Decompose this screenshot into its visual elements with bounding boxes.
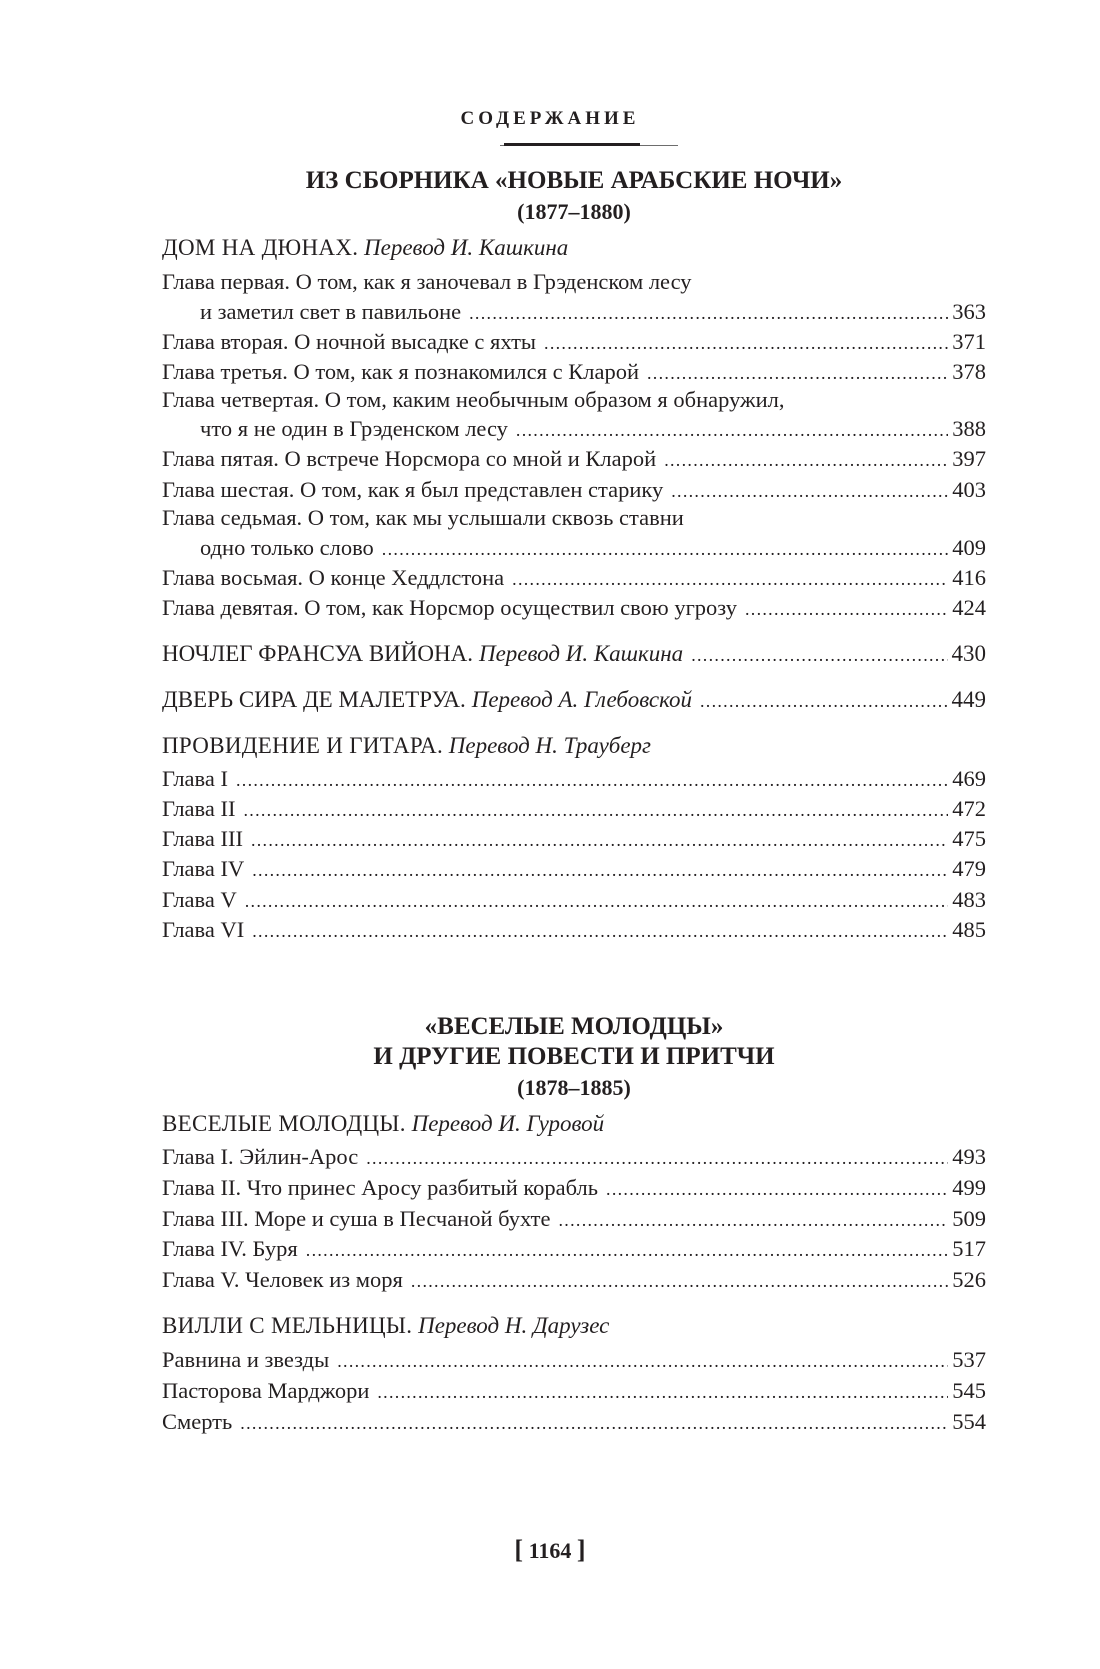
toc-entry-label: Глава III — [162, 826, 243, 851]
toc-page-number: 430 — [951, 641, 986, 666]
toc-page-number: 479 — [952, 856, 986, 881]
toc-page-number: 449 — [951, 687, 986, 712]
work-name: ВЕСЕЛЫЕ МОЛОДЦЫ. — [162, 1111, 406, 1136]
dot-leader — [544, 327, 948, 359]
toc-entry-label: Глава IV. Буря — [162, 1236, 298, 1261]
toc-page-number: 472 — [952, 796, 986, 821]
toc-page-number: 403 — [952, 477, 986, 502]
work-translator: Перевод И. Гуровой — [411, 1111, 605, 1136]
toc-page-number: 424 — [952, 595, 986, 620]
toc-entry-label: Глава девятая. О том, как Норсмор осуществил свою угрозу — [162, 595, 737, 620]
dot-leader — [411, 1265, 948, 1297]
toc-page-number: 409 — [952, 535, 986, 560]
toc-entry[interactable] — [162, 1233, 986, 1265]
work-translator: Перевод А. Глебовской — [471, 687, 692, 712]
toc-entry-label: Смерть — [162, 1409, 233, 1434]
running-head: СОДЕРЖАНИЕ — [460, 108, 640, 129]
toc-page-number: 493 — [952, 1144, 986, 1169]
work-translator: Перевод Н. Трауберг — [448, 733, 652, 758]
toc-entry-label: и заметил свет в павильоне — [200, 299, 462, 324]
toc-entry-line[interactable]: Глава четвертая. О том, каким необычным образом я обнаружил, — [162, 387, 785, 412]
dot-leader — [306, 1234, 948, 1266]
toc-entry[interactable] — [162, 562, 986, 594]
toc-entry[interactable] — [162, 884, 986, 916]
work-name: НОЧЛЕГ ФРАНСУА ВИЙОНА. — [162, 641, 473, 666]
toc-entry[interactable] — [162, 1344, 986, 1376]
part-title: ИЗ СБОРНИКА «НОВЫЕ АРАБСКИЕ НОЧИ» — [305, 167, 843, 194]
toc-page-number: 545 — [952, 1378, 986, 1403]
dot-leader — [252, 915, 948, 947]
toc-entry[interactable] — [200, 532, 986, 564]
toc-page-number: 469 — [952, 766, 986, 791]
dot-leader — [516, 414, 948, 446]
dot-leader — [236, 764, 948, 796]
part-years: (1877–1880) — [517, 199, 631, 224]
toc-entry-label: Пасторова Марджори — [162, 1378, 370, 1403]
toc-page-number: 526 — [952, 1267, 986, 1292]
work-title[interactable] — [162, 730, 986, 762]
part-title: «ВЕСЕЛЫЕ МОЛОДЦЫ» — [424, 1013, 724, 1040]
dot-leader — [377, 1376, 948, 1408]
dot-leader — [700, 685, 948, 717]
toc-entry-label: Глава восьмая. О конце Хеддлстона — [162, 565, 505, 590]
toc-entry[interactable] — [162, 1375, 986, 1407]
work-translator: Перевод Н. Дарузес — [418, 1313, 610, 1338]
header-rule-thick — [504, 143, 640, 146]
toc-entry[interactable] — [162, 793, 986, 825]
toc-entry[interactable] — [162, 1264, 986, 1296]
dot-leader — [691, 639, 947, 671]
toc-entry[interactable] — [162, 326, 986, 358]
folio-number: 1164 — [528, 1538, 572, 1563]
toc-entry-label: Глава I — [162, 766, 228, 791]
toc-page-number: 363 — [952, 299, 986, 324]
toc-page-number: 483 — [952, 887, 986, 912]
toc-entry-label: Глава третья. О том, как я познакомился с Кларой — [162, 359, 639, 384]
toc-entry-label: Глава пятая. О встрече Норсмора со мной и Кларой — [162, 446, 657, 471]
toc-entry[interactable] — [162, 853, 986, 885]
work-translator: Перевод И. Кашкина — [364, 235, 569, 260]
toc-page-number: 416 — [952, 565, 986, 590]
work-entry[interactable] — [162, 684, 986, 716]
work-name: ДВЕРЬ СИРА ДЕ МАЛЕТРУА. — [162, 687, 466, 712]
toc-entry[interactable] — [200, 296, 986, 328]
toc-page-number: 509 — [952, 1206, 986, 1231]
toc-page-number: 485 — [952, 917, 986, 942]
toc-entry-label: одно только слово — [200, 535, 374, 560]
dot-leader — [606, 1173, 948, 1205]
toc-entry[interactable] — [162, 1203, 986, 1235]
part-years: (1878–1885) — [517, 1075, 631, 1100]
work-translator: Перевод И. Кашкина — [478, 641, 684, 666]
toc-page-number: 537 — [952, 1347, 986, 1372]
toc-entry-line[interactable]: Глава седьмая. О том, как мы услышали сквозь ставни — [162, 505, 684, 530]
work-name: ПРОВИДЕНИЕ И ГИТАРА. — [162, 733, 443, 758]
toc-entry-label: Глава II — [162, 796, 236, 821]
dot-leader — [512, 563, 948, 595]
dot-leader — [240, 1407, 948, 1439]
folio-bracket-open: [ — [514, 1535, 524, 1564]
toc-page-number: 388 — [952, 416, 986, 441]
dot-leader — [469, 297, 948, 329]
dot-leader — [337, 1345, 948, 1377]
part-title: И ДРУГИЕ ПОВЕСТИ И ПРИТЧИ — [373, 1043, 775, 1070]
toc-entry[interactable] — [200, 413, 986, 445]
toc-entry[interactable] — [162, 914, 986, 946]
toc-page-number: 499 — [952, 1175, 986, 1200]
toc-entry[interactable] — [162, 1172, 986, 1204]
page-folio — [0, 1535, 1100, 1565]
toc-entry[interactable] — [162, 443, 986, 475]
dot-leader — [245, 885, 949, 917]
dot-leader — [243, 794, 948, 826]
toc-page-number: 378 — [952, 359, 986, 384]
toc-entry[interactable] — [162, 763, 986, 795]
work-title[interactable] — [162, 232, 986, 264]
work-name: ВИЛЛИ С МЕЛЬНИЦЫ. — [162, 1313, 413, 1338]
dot-leader — [664, 444, 948, 476]
dot-leader — [745, 593, 948, 625]
toc-entry-label: Глава IV — [162, 856, 245, 881]
toc-entry[interactable] — [162, 1406, 986, 1438]
toc-entry[interactable] — [162, 823, 986, 855]
toc-page-number: 371 — [952, 329, 986, 354]
toc-page-number: 517 — [952, 1236, 986, 1261]
toc-entry[interactable] — [162, 1141, 986, 1173]
work-entry[interactable] — [162, 638, 986, 670]
work-title[interactable] — [162, 1108, 986, 1140]
work-name: ДОМ НА ДЮНАХ. — [162, 235, 359, 260]
toc-entry-label: Глава III. Море и суша в Песчаной бухте — [162, 1206, 551, 1231]
dot-leader — [366, 1142, 948, 1174]
toc-entry[interactable] — [162, 592, 986, 624]
toc-entry-label: Равнина и звезды — [162, 1347, 330, 1372]
toc-entry-label: Глава V — [162, 887, 237, 912]
toc-entry-line[interactable]: Глава первая. О том, как я заночевал в Грэденском лесу — [162, 269, 692, 294]
toc-entry-label: Глава I. Эйлин-Арос — [162, 1144, 359, 1169]
dot-leader — [251, 824, 948, 856]
toc-entry-label: что я не один в Грэденском лесу — [200, 416, 508, 441]
toc-entry-label: Глава шестая. О том, как я был представлен старику — [162, 477, 664, 502]
toc-page-number: 475 — [952, 826, 986, 851]
dot-leader — [559, 1204, 949, 1236]
toc-entry-label: Глава II. Что принес Аросу разбитый корабль — [162, 1175, 599, 1200]
folio-bracket-close: ] — [576, 1535, 586, 1564]
toc-entry-label: Глава VI — [162, 917, 245, 942]
dot-leader — [252, 854, 948, 886]
toc-entry-label: Глава вторая. О ночной высадке с яхты — [162, 329, 537, 354]
work-title[interactable] — [162, 1310, 986, 1342]
toc-entry-label: Глава V. Человек из моря — [162, 1267, 403, 1292]
dot-leader — [382, 533, 948, 565]
toc-page-number: 397 — [952, 446, 986, 471]
toc-page-number: 554 — [952, 1409, 986, 1434]
